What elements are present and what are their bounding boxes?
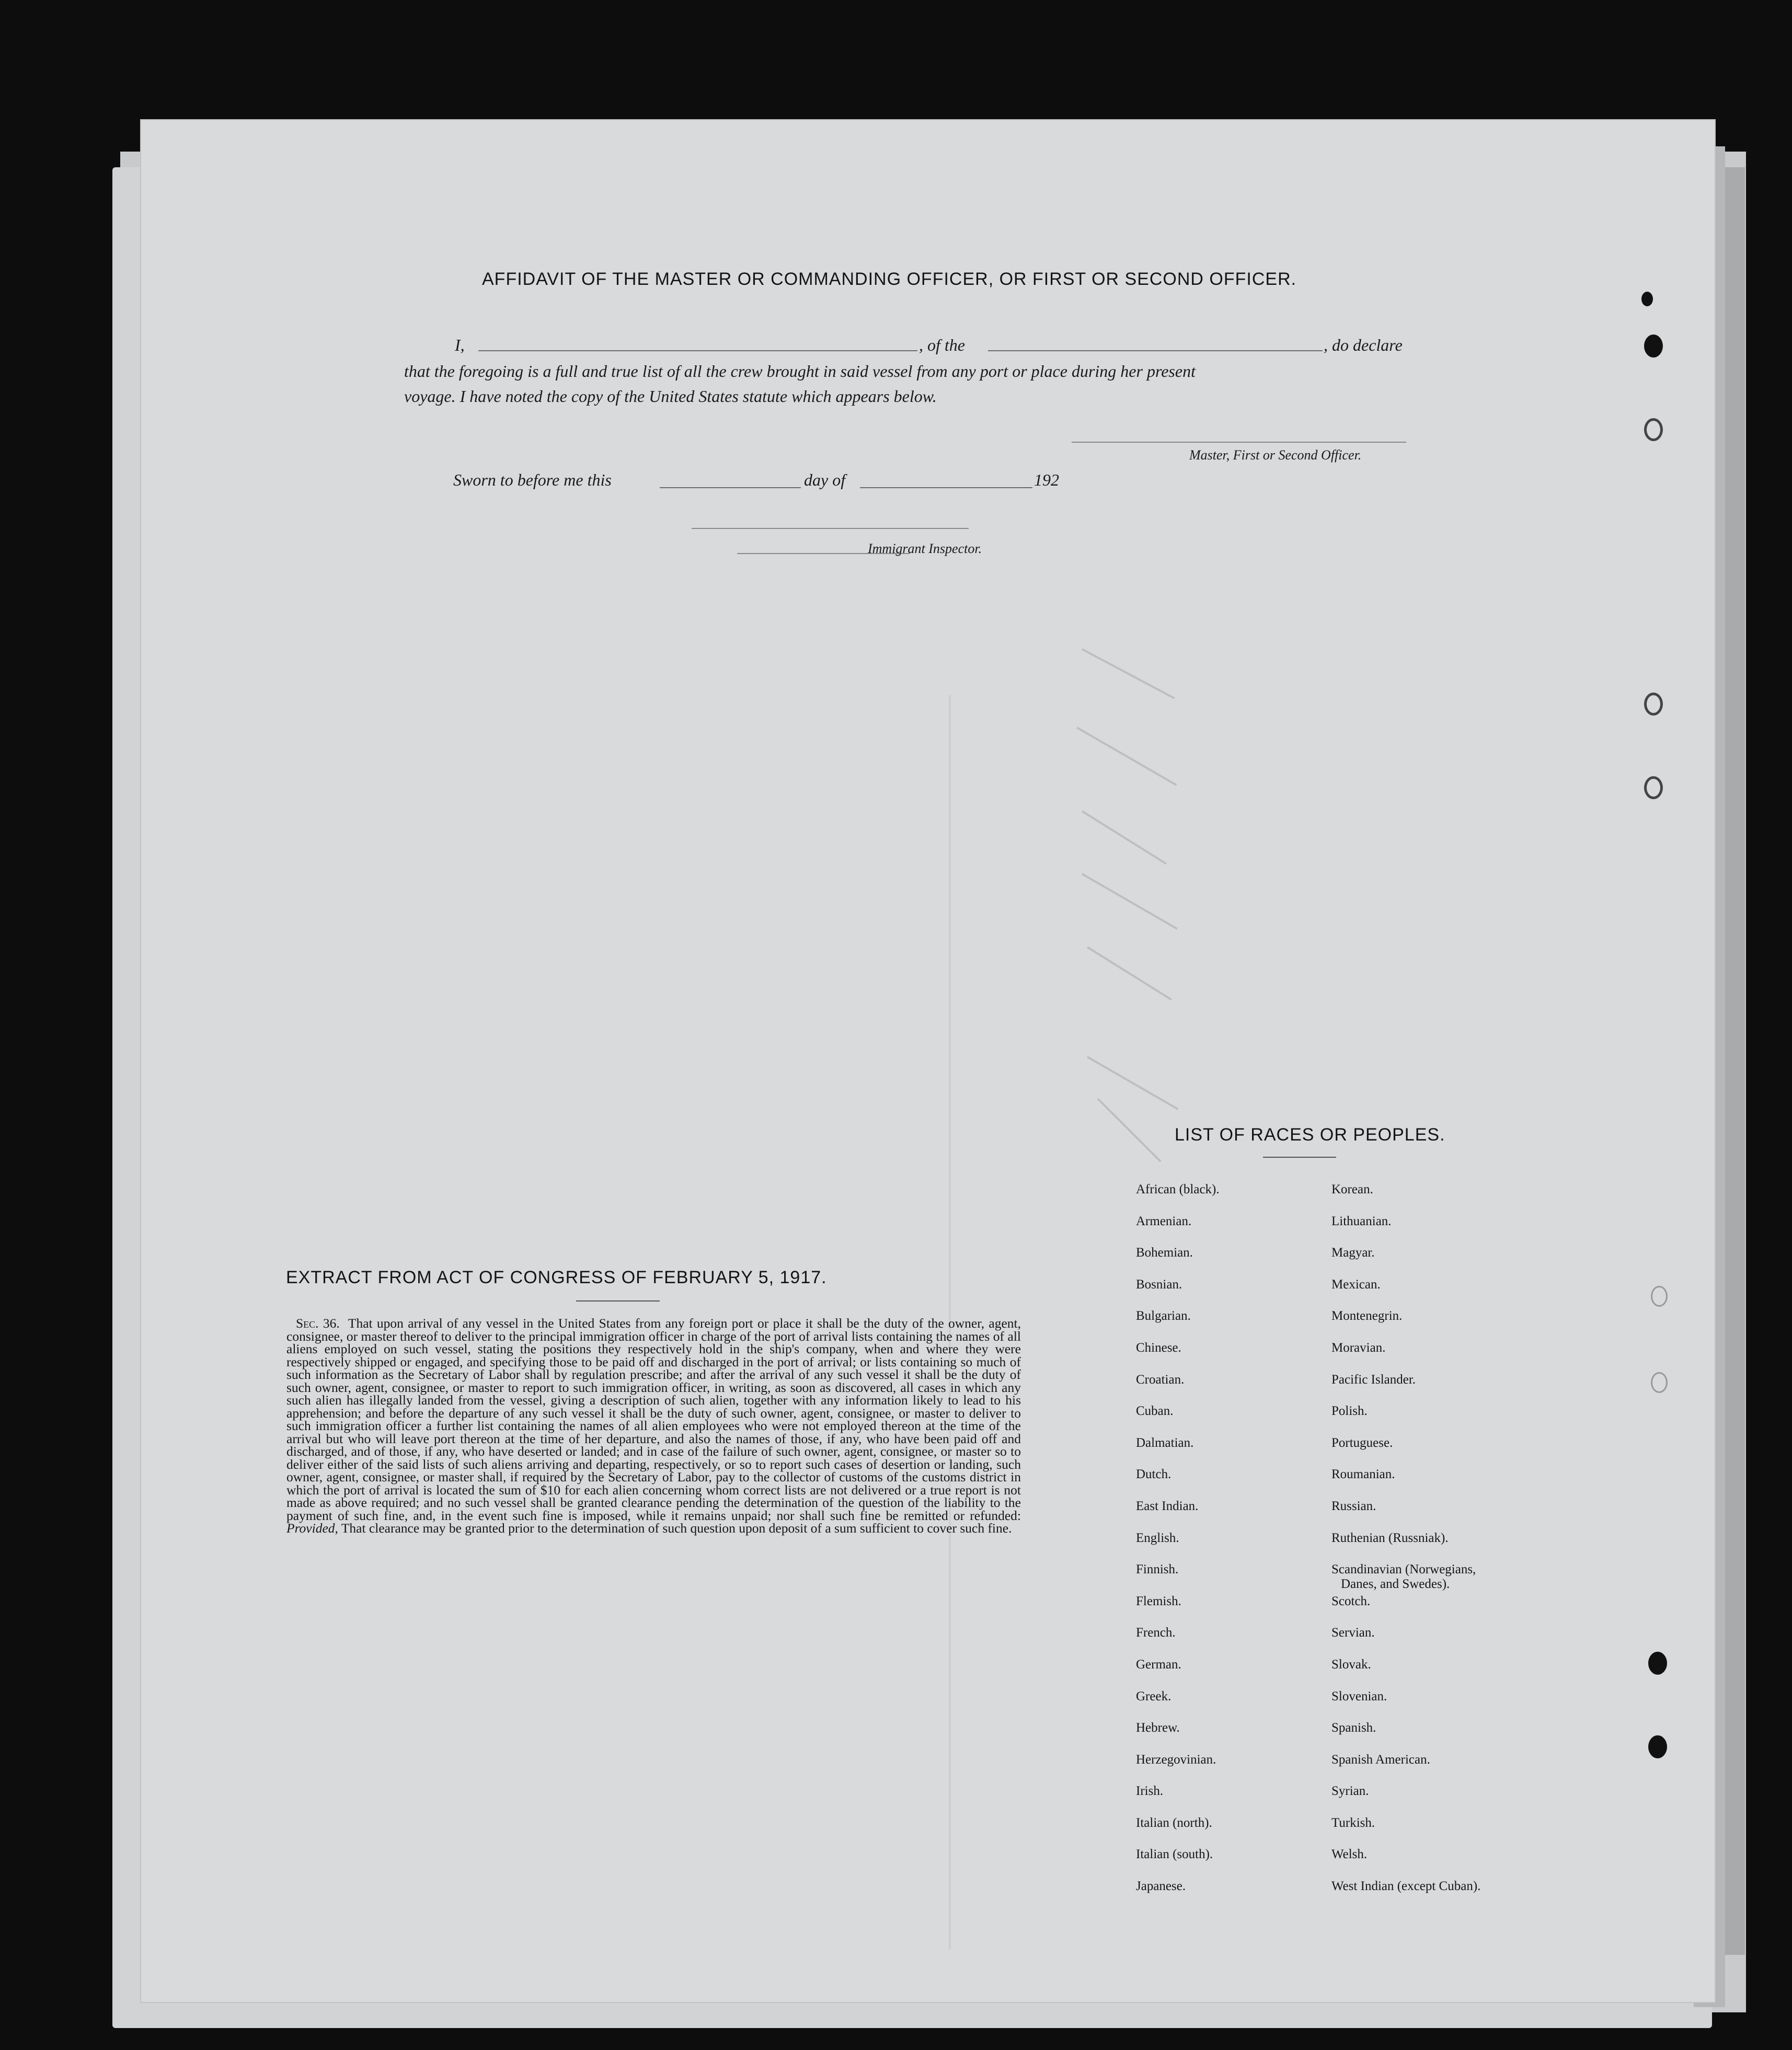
punch-hole — [1651, 1372, 1668, 1393]
affidavit-title: AFFIDAVIT OF THE MASTER OR COMMANDING OFFICER, OR FIRST OR SECOND OFFICER. — [482, 269, 1297, 289]
race-item: Italian (north). — [1136, 1815, 1212, 1830]
vessel-blank — [988, 350, 1323, 351]
scan-artifact — [1082, 648, 1175, 699]
race-item: Roumanian. — [1331, 1467, 1395, 1482]
race-item: Mexican. — [1331, 1277, 1381, 1292]
race-item: Portuguese. — [1331, 1435, 1393, 1450]
affidavit-do-declare: , do declare — [1324, 336, 1403, 354]
race-item: Dalmatian. — [1136, 1435, 1194, 1450]
races-title: LIST OF RACES OR PEOPLES. — [1175, 1125, 1445, 1145]
inspector-line-upper — [692, 528, 969, 529]
race-item: Scandinavian (Norwegians, Danes, and Swedes). — [1331, 1562, 1480, 1594]
race-item: Pacific Islander. — [1331, 1372, 1416, 1387]
sworn-year: 192 — [1034, 470, 1059, 489]
inspector-label: Immigrant Inspector. — [868, 541, 982, 556]
race-item: Turkish. — [1331, 1815, 1375, 1830]
race-item: Syrian. — [1331, 1784, 1369, 1799]
punch-hole — [1644, 776, 1663, 799]
punch-hole — [1644, 335, 1663, 358]
race-item: Chinese. — [1136, 1340, 1181, 1355]
race-item: Magyar. — [1331, 1246, 1375, 1260]
name-blank — [478, 350, 917, 351]
races-title-rule — [1263, 1157, 1336, 1158]
race-item: Hebrew. — [1136, 1721, 1180, 1735]
race-item: West Indian (except Cuban). — [1331, 1879, 1481, 1894]
race-item: Montenegrin. — [1331, 1309, 1403, 1323]
punch-hole — [1651, 1286, 1668, 1307]
race-item: Polish. — [1331, 1404, 1368, 1419]
race-item: Greek. — [1136, 1689, 1171, 1703]
race-item: Slovak. — [1331, 1657, 1371, 1672]
race-item: Spanish. — [1331, 1721, 1376, 1735]
race-item: Bosnian. — [1136, 1277, 1182, 1292]
scan-artifact — [1087, 946, 1172, 1000]
extract-provided-label: Provided, — [286, 1521, 338, 1536]
master-signature-label: Master, First or Second Officer. — [1189, 447, 1362, 463]
scan-artifact — [1082, 810, 1167, 865]
race-item: Cuban. — [1136, 1404, 1174, 1419]
race-item: Servian. — [1331, 1626, 1375, 1640]
race-item-continuation: Danes, and Swedes). — [1341, 1577, 1450, 1592]
race-item: Ruthenian (Russniak). — [1331, 1530, 1449, 1545]
race-item: African (black). — [1136, 1182, 1220, 1196]
extract-title-rule — [576, 1300, 660, 1302]
race-item: Bulgarian. — [1136, 1309, 1191, 1323]
races-column-2 — [1331, 1182, 1480, 1911]
punch-hole — [1641, 292, 1653, 306]
race-item: Bohemian. — [1136, 1246, 1193, 1260]
race-item: Lithuanian. — [1331, 1214, 1392, 1228]
extract-provided-text: That clearance may be granted prior to the determination of such question upon deposit of a sum sufficient to cover such fine. — [341, 1521, 1012, 1536]
punch-hole — [1644, 693, 1663, 716]
race-item: Herzegovinian. — [1136, 1752, 1216, 1767]
master-signature-line — [1072, 442, 1406, 443]
affidavit-statute-note: voyage. I have noted the copy of the United States statute which appears below. — [404, 387, 937, 406]
sworn-month-blank — [860, 487, 1032, 488]
page-edges-outer — [1725, 167, 1745, 1955]
race-item: English. — [1136, 1530, 1179, 1545]
extract-text: That upon arrival of any vessel in the United States from any foreign port or place it shall be the duty of the owner, agent, consignee, or master thereof to deliver to the principal immigration officer in charge of the port of arrival lists containing the names of all aliens employed on such vessel, stating the positions they respectively hold in the ship's company, when and where they were respectively shipped or engaged, and specifying those to be paid off and discharged in the port of arrival; or lists containing so much of such information as the Secretary of Labor shall by regulation prescribe; and after the arrival of any such vessel it shall be the duty of such owner, agent, consignee, or master to report to such immigration officer, in writing, as soon as discovered, all cases in which any such alien has illegally landed from the vessel, giving a description of such alien, together with any information likely to lead to his apprehension; and before the departure of any such vessel it shall be the duty of such owner, agent, consignee, or master to deliver to such immigration officer a further list containing the names of all alien employees who were not employed thereon at the time of the arrival but who will leave port thereon at the time of her departure, and also the names of those, if any, who have been paid off and discharged, and of those, if any, who have deserted or landed; and in case of the failure of such owner, agent, consignee, or master so to deliver either of the said lists of such aliens arriving and departing, respectively, or so to report such cases of desertion or landing, such owner, agent, consignee, or master shall, if required by the Secretary of Labor, pay to the collector of customs of the customs district in which the port of arrival is located the sum of $10 for each alien concerning whom correct lists are not delivered or a true report is not made as above required; and no such vessel shall be granted clearance pending the determination of the question of the liability to the payment of such fine, and, in the event such fine is imposed, while it remains unpaid; nor shall such fine be remitted or refunded: — [286, 1316, 1021, 1523]
scan-artifact — [1076, 727, 1177, 786]
extract-body — [286, 1317, 1021, 1535]
race-item: Russian. — [1331, 1499, 1376, 1513]
race-item: Croatian. — [1136, 1372, 1185, 1387]
race-item: Dutch. — [1136, 1467, 1171, 1482]
punch-hole — [1648, 1652, 1667, 1675]
race-item: French. — [1136, 1626, 1176, 1640]
race-item: Flemish. — [1136, 1594, 1181, 1608]
race-item: Armenian. — [1136, 1214, 1192, 1228]
race-item: Scotch. — [1331, 1594, 1371, 1608]
race-item: Welsh. — [1331, 1847, 1368, 1862]
punch-hole — [1644, 418, 1663, 441]
affidavit-of-the: , of the — [919, 336, 965, 354]
document-page — [141, 120, 1715, 2002]
race-item: Irish. — [1136, 1784, 1164, 1799]
race-item: Italian (south). — [1136, 1847, 1213, 1862]
races-column-1 — [1136, 1182, 1220, 1911]
affidavit-statement: that the foregoing is a full and true list of all the crew brought in said vessel from any port or place during her present — [404, 362, 1196, 381]
sworn-day-blank — [660, 487, 801, 488]
extract-section-label: Sec. 36. — [296, 1316, 340, 1331]
punch-hole — [1648, 1735, 1667, 1758]
extract-title: EXTRACT FROM ACT OF CONGRESS OF FEBRUARY 5, 1917. — [286, 1268, 827, 1287]
race-item: Spanish American. — [1331, 1752, 1430, 1767]
race-item: Slovenian. — [1331, 1689, 1387, 1703]
race-item: Moravian. — [1331, 1340, 1386, 1355]
scan-artifact — [1097, 1098, 1162, 1162]
race-item: Finnish. — [1136, 1562, 1179, 1577]
race-item: German. — [1136, 1657, 1181, 1672]
race-item: Japanese. — [1136, 1879, 1186, 1894]
race-item: East Indian. — [1136, 1499, 1199, 1513]
sworn-day-of: day of — [804, 470, 846, 489]
race-item: Korean. — [1331, 1182, 1373, 1196]
affidavit-i: I, — [455, 336, 465, 354]
scan-artifact — [1082, 873, 1178, 929]
sworn-text: Sworn to before me this — [453, 470, 612, 489]
